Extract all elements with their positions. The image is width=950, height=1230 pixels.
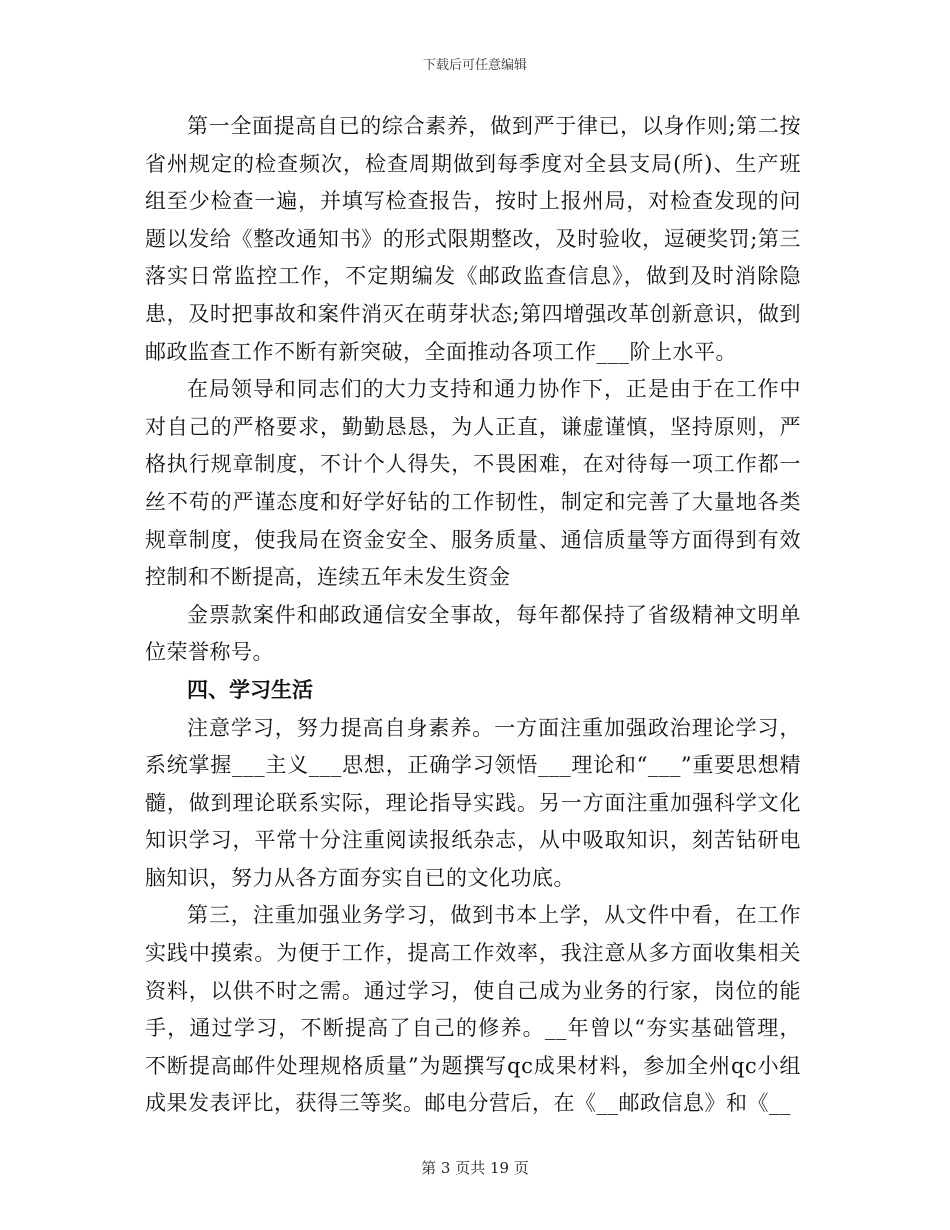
- body-paragraph: 注意学习，努力提高自身素养。一方面注重加强政治理论学习，系统掌握___主义___思想，正确学习领悟___理论和“___”重要思想精髓，做到理论联系实际，理论指导实践。另一方面注重加强科学文化知识学习，平常十分注重阅读报纸杂志，从中吸取知识，刻苦钻研电脑知识，努力从各方面夯实自已的文化功底。: [145, 715, 801, 890]
- page-number-footer: 第 3 页共 19 页: [421, 1159, 529, 1177]
- body-paragraph: 第一全面提高自已的综合素养，做到严于律已，以身作则;第二按省州规定的检查频次，检查周期做到每季度对全县支局(所)、生产班组至少检查一遍，并填写检查报告，按时上报州局，对检查发现的问题以发给《整改通知书》的形式限期整改，及时验收，逗硬奖罚;第三落实日常监控工作，不定期编发《邮政监查信息》，做到及时消除隐患，及时把事故和案件消灭在萌芽状态;第四增强改革创新意识，做到邮政监查工作不断有新突破，全面推动各项工作___阶上水平。: [145, 114, 801, 364]
- document-body: [145, 108, 801, 1123]
- body-paragraph: 金票款案件和邮政通信安全事故，每年都保持了省级精神文明单位荣誉称号。: [145, 602, 801, 665]
- section-heading: 四、学习生活: [187, 677, 313, 702]
- body-paragraph: 第三，注重加强业务学习，做到书本上学，从文件中看，在工作实践中摸索。为便于工作，提高工作效率，我注意从多方面收集相关资料，以供不时之需。通过学习，使自己成为业务的行家，岗位的能手，通过学习，不断提高了自己的修养。__年曾以“夯实基础管理，不断提高邮件处理规格质量”为题撰写qc成果材料，参加全州qc小组成果发表评比，获得三等奖。邮电分营后，在《__邮政信息》和《__: [145, 903, 801, 1116]
- page-header: 下载后可任意编辑: [422, 58, 527, 73]
- body-paragraph: 在局领导和同志们的大力支持和通力协作下，正是由于在工作中对自己的严格要求，勤勤恳恳，为人正直，谦虚谨慎，坚持原则，严格执行规章制度，不计个人得失，不畏困难，在对待每一项工作都一丝不苟的严谨态度和好学好钻的工作韧性，制定和完善了大量地各类规章制度，使我局在资金安全、服务质量、通信质量等方面得到有效控制和不断提高，连续五年未发生资金: [145, 377, 801, 590]
